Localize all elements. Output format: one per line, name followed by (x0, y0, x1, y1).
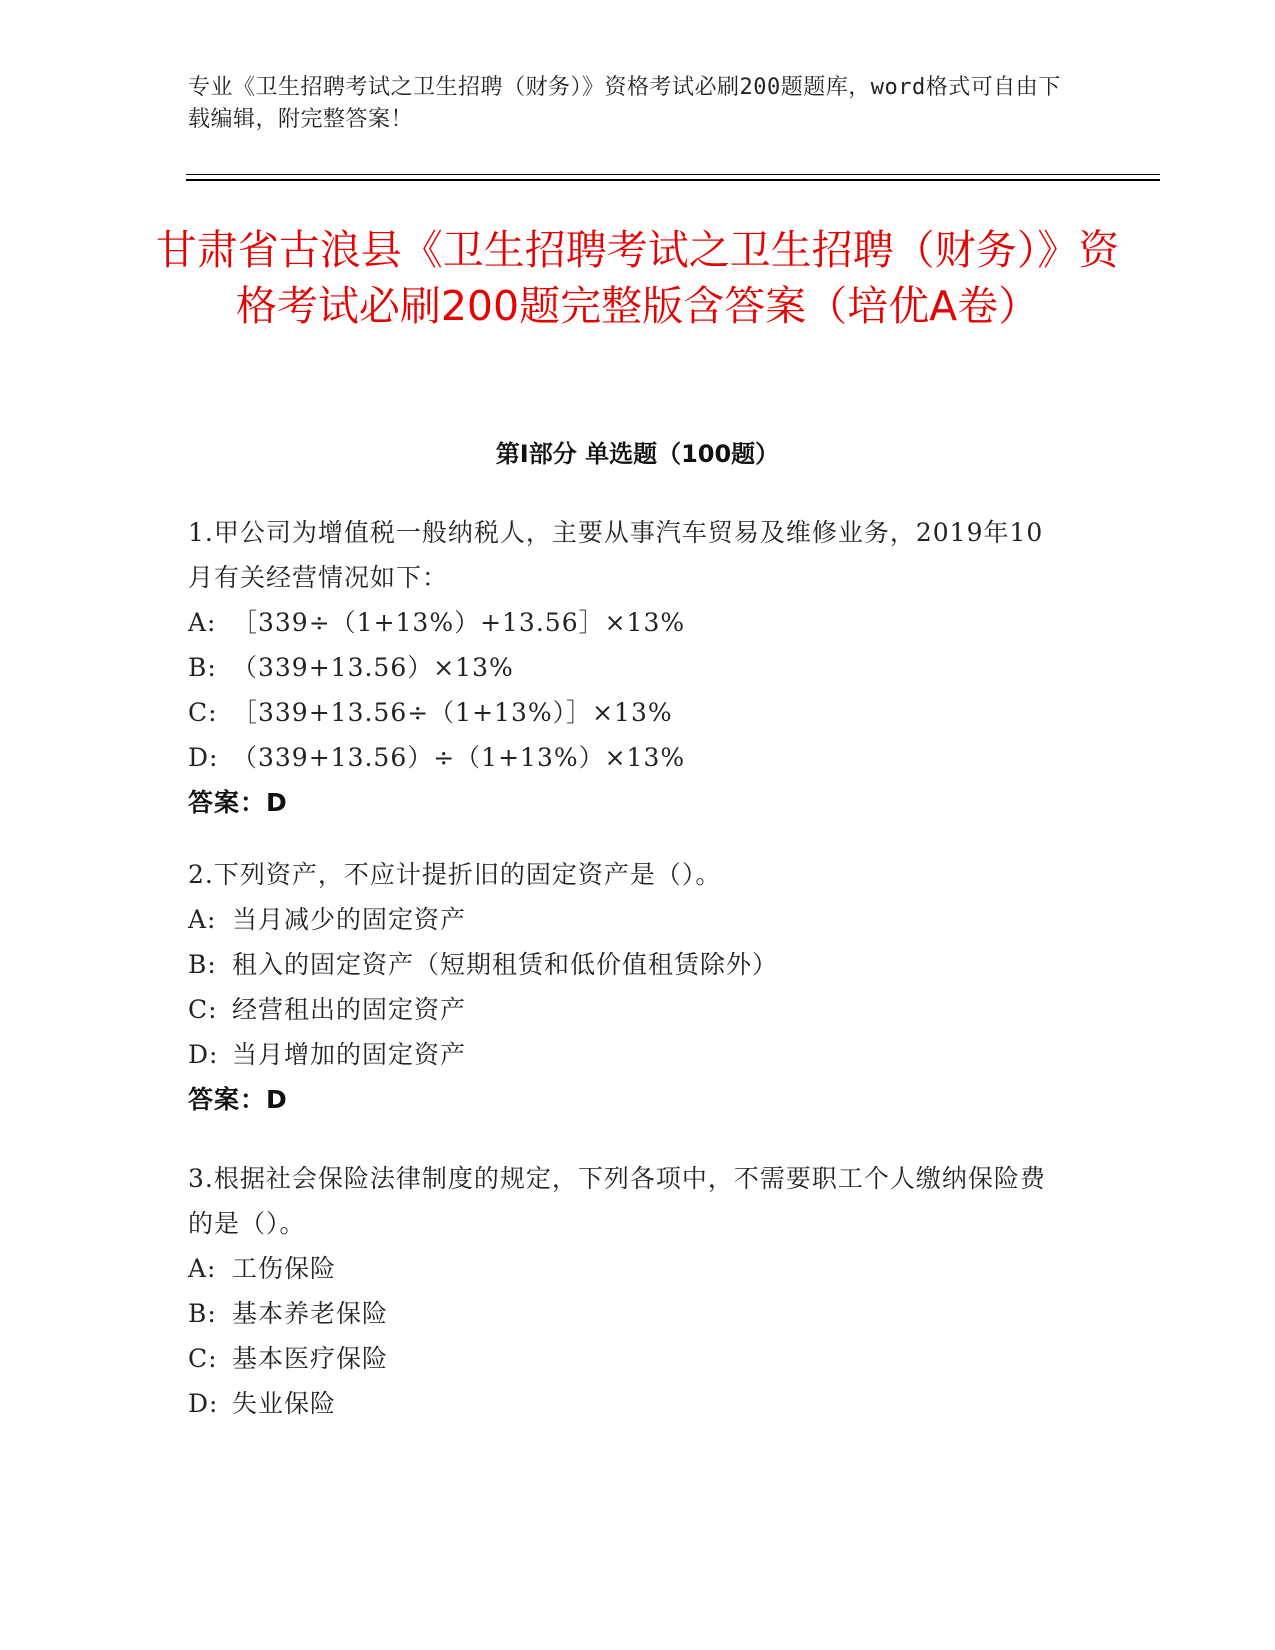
option-text: 失业保险 (232, 1389, 337, 1418)
option-letter: C: (188, 1344, 218, 1373)
option-letter: A: (188, 608, 217, 637)
document-title: 甘肃省古浪县《卫生招聘考试之卫生招聘（财务）》资格考试必刷200题完整版含答案（培优A卷） (155, 226, 1120, 330)
option-a (188, 600, 1068, 645)
option-a (188, 897, 1068, 942)
option-d (188, 735, 1068, 780)
answer-line: 答案：D (188, 788, 288, 817)
option-a (188, 1246, 1068, 1291)
option-letter: B: (188, 1299, 217, 1328)
option-text: 基本养老保险 (232, 1299, 389, 1328)
option-letter: A: (188, 1254, 217, 1283)
question-stem: 3.根据社会保险法律制度的规定，下列各项中，不需要职工个人缴纳保险费的是（）。 (188, 1164, 1046, 1238)
header-note: 专业《卫生招聘考试之卫生招聘（财务）》资格考试必刷200题题库，word格式可自由下载编辑，附完整答案！ (188, 75, 1061, 132)
option-c (188, 1336, 1068, 1381)
option-text: 工伤保险 (232, 1254, 337, 1283)
option-text: 经营租出的固定资产 (232, 995, 467, 1024)
option-letter: D: (188, 743, 219, 772)
option-letter: D: (188, 1040, 219, 1069)
question-stem: 1.甲公司为增值税一般纳税人，主要从事汽车贸易及维修业务，2019年10月有关经营情况如下： (188, 518, 1044, 592)
option-b (188, 942, 1068, 987)
option-text: ［339+13.56÷（1+13%）］×13% (232, 698, 673, 727)
option-c (188, 987, 1068, 1032)
option-letter: D: (188, 1389, 219, 1418)
option-letter: C: (188, 995, 218, 1024)
option-letter: B: (188, 653, 217, 682)
option-text: ［339÷（1+13%）+13.56］×13% (232, 608, 686, 637)
question-stem: 2.下列资产，不应计提折旧的固定资产是（）。 (188, 860, 722, 889)
header-divider-thin (186, 174, 1160, 175)
section-title: 第I部分 单选题（100题） (495, 440, 780, 468)
option-text: 基本医疗保险 (232, 1344, 389, 1373)
option-text: 租入的固定资产（短期租赁和低价值租赁除外） (232, 950, 779, 979)
option-letter: B: (188, 950, 217, 979)
option-text: （339+13.56）÷（1+13%）×13% (232, 743, 686, 772)
option-text: 当月增加的固定资产 (232, 1040, 467, 1069)
question-1 (188, 510, 1068, 825)
option-text: 当月减少的固定资产 (232, 905, 467, 934)
option-letter: A: (188, 905, 217, 934)
option-b (188, 1291, 1068, 1336)
option-c (188, 690, 1068, 735)
option-d (188, 1381, 1068, 1426)
option-text: （339+13.56）×13% (232, 653, 514, 682)
option-b (188, 645, 1068, 690)
question-3 (188, 1156, 1068, 1426)
header-divider-thick (186, 179, 1160, 181)
option-d (188, 1032, 1068, 1077)
option-letter: C: (188, 698, 218, 727)
answer-line: 答案：D (188, 1085, 288, 1114)
question-2 (188, 852, 1068, 1122)
